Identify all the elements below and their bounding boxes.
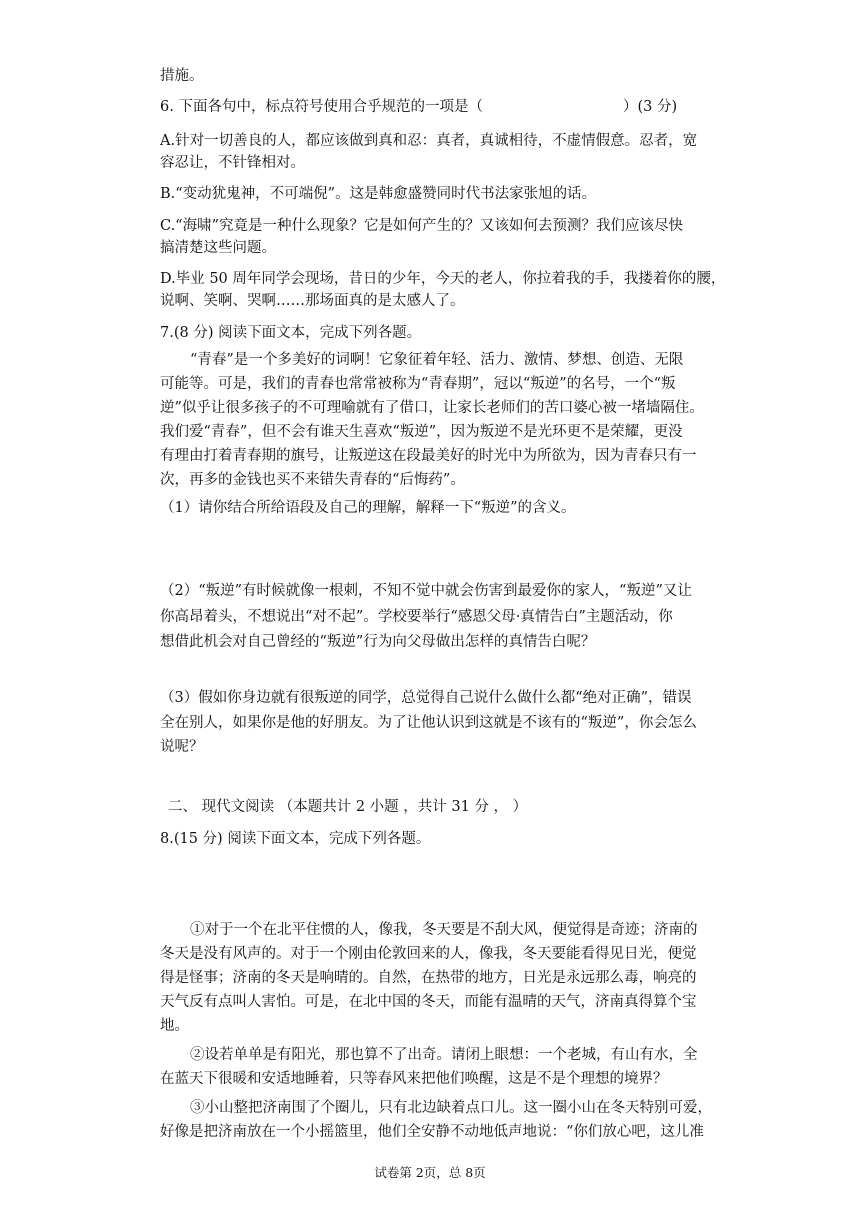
passage-line: 有理由打着青春期的旗号，让叛逆这在段最美好的时光中为所欲为，因为青春只有一 (160, 448, 697, 464)
article-paragraph-line: ②设若单单是有阳光，那也算不了出奇。请闭上眼想：一个老城，有山有水，全 (190, 1047, 698, 1063)
article-paragraph-line: 地。 (160, 1018, 189, 1034)
option-c-line-2: 搞清楚这些问题。 (160, 240, 276, 256)
article-paragraph-line: ①对于一个在北平住惯的人，像我，冬天要是不刮大风，便觉得是奇迹；济南的 (190, 922, 698, 938)
text-line: 措施。 (160, 68, 204, 84)
sub-question-3-line-3: 说呢？ (160, 739, 204, 755)
option-a-line-1: A.针对一切善良的人，都应该做到真和忍：真者，真诚相待，不虚情假意。忍者，宽 (160, 133, 698, 149)
passage-line: 我们爱“青春”，但不会有谁天生喜欢“叛逆”，因为叛逆不是光环更不是荣耀，更没 (160, 424, 683, 440)
option-a-line-2: 容忍让，不针锋相对。 (160, 155, 305, 171)
section-heading: 二、 现代文阅读 （本题共计 2 小题 ，共计 31 分 ， ） (168, 799, 528, 815)
page-footer: 试卷第 2页，总 8页 (374, 1165, 486, 1180)
article-paragraph-line: 天气反有点叫人害怕。可是，在北中国的冬天，而能有温晴的天气，济南真得算个宝 (160, 994, 697, 1010)
sub-question-3-line-2: 全在别人，如果你是他的好朋友。为了让他认识到这就是不该有的“叛逆”，你会怎么 (160, 715, 697, 731)
sub-question-2-line-2: 你高昂着头，不想说出“对不起”。学校要举行“感恩父母·真情告白”主题活动，你 (160, 609, 673, 625)
question-6-stem (160, 97, 677, 117)
article-paragraph-line: 在蓝天下很暖和安适地睡着，只等春风来把他们唤醒，这是不是个理想的境界？ (160, 1071, 668, 1087)
question-7-stem: 7.(8 分) 阅读下面文本，完成下列各题。 (160, 325, 422, 341)
article-paragraph-line: 冬天是没有风声的。对于一个刚由伦敦回来的人，像我，冬天要能看得见日光，便觉 (160, 946, 697, 962)
option-b: B.“变动犹鬼神，不可端倪”。这是韩愈盛赞同时代书法家张旭的话。 (160, 186, 597, 202)
article-paragraph-line: ③小山整把济南围了个圈儿，只有北边缺着点口儿。这一圈小山在冬天特别可爱， (190, 1100, 712, 1116)
sub-question-2-line-1: （2）“叛逆”有时候就像一根刺，不知不觉中就会伤害到最爱你的家人，“叛逆”又让 (160, 583, 692, 599)
option-c-line-1: C.“海啸”究竟是一种什么现象？它是如何产生的？又该如何去预测？我们应该尽快 (160, 218, 684, 234)
question-8-stem: 8.(15 分) 阅读下面文本，完成下列各题。 (160, 831, 431, 847)
sub-question-2-line-3: 想借此机会对自己曾经的“叛逆”行为向父母做出怎样的真情告白呢？ (160, 634, 596, 650)
option-d-line-1: D.毕业 50 周年同学会现场，昔日的少年，今天的老人，你拉着我的手，我搂着你的腰， (160, 271, 726, 287)
passage-line: 次，再多的金钱也买不来错失青春的“后悔药”。 (160, 472, 465, 488)
passage-line: “青春”是一个多美好的词啊！它象征着年轻、活力、激情、梦想、创造、无限 (190, 352, 684, 368)
article-paragraph-line: 得是怪事；济南的冬天是响晴的。自然，在热带的地方，日光是永远那么毒，响亮的 (160, 970, 697, 986)
passage-line: 可能等。可是，我们的青春也常常被称为“青春期”，冠以“叛逆”的名号，一个“叛 (160, 376, 676, 392)
question-score: ）(3 分) (622, 99, 678, 115)
question-text: 6. 下面各句中，标点符号使用合乎规范的一项是（ (160, 99, 483, 115)
passage-line: 逆”似乎让很多孩子的不可理喻就有了借口，让家长老师们的苦口婆心被一堵墙隔住。 (160, 400, 704, 416)
sub-question-1: （1）请你结合所给语段及自己的理解，解释一下“叛逆”的含义。 (160, 500, 576, 516)
article-paragraph-line: 好像是把济南放在一个小摇篮里，他们全安静不动地低声地说：“你们放心吧，这儿准 (160, 1124, 704, 1140)
option-d-line-2: 说啊、笑啊、哭啊……那场面真的是太感人了。 (160, 293, 465, 309)
sub-question-3-line-1: （3）假如你身边就有很叛逆的同学，总觉得自己说什么做什么都“绝对正确”，错误 (160, 690, 692, 706)
